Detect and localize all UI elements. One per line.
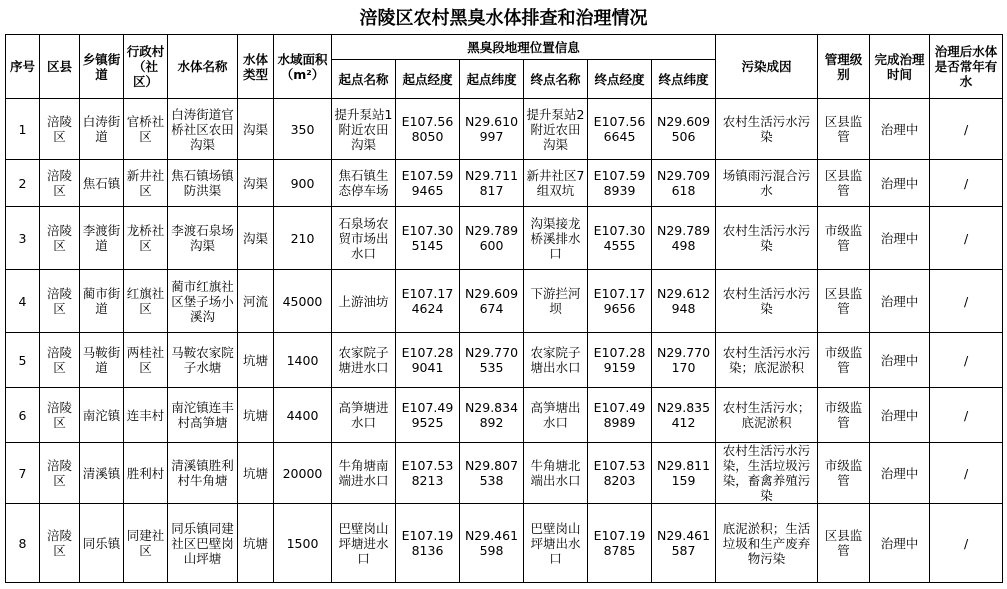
cell-has-water: /	[930, 388, 1003, 443]
header-start-lon: 起点经度	[396, 60, 460, 99]
header-start-lat: 起点纬度	[460, 60, 524, 99]
cell-water-name: 南沱镇连丰村高笋塘	[168, 388, 238, 443]
cell-water-name: 李渡石泉场沟渠	[168, 207, 238, 270]
cell-district: 涪陵区	[40, 270, 80, 333]
cell-level: 市级监管	[818, 207, 870, 270]
cell-end-lon: E107.179656	[588, 270, 652, 333]
cell-water-type: 河流	[238, 270, 274, 333]
table-body	[6, 99, 1003, 583]
cell-start-name: 农家院子塘进水口	[332, 333, 396, 388]
cell-has-water: /	[930, 443, 1003, 504]
table-row	[6, 504, 1003, 583]
cell-town: 蔺市街道	[80, 270, 124, 333]
header-water-name: 水体名称	[168, 35, 238, 99]
cell-has-water: /	[930, 207, 1003, 270]
header-end-name: 终点名称	[524, 60, 588, 99]
cell-start-lon: E107.305145	[396, 207, 460, 270]
cell-end-lat: N29.609506	[652, 99, 716, 160]
cell-finish-time: 治理中	[870, 99, 930, 160]
cell-cause: 农村生活污水污染，生活垃圾污染，畜禽养殖污染	[716, 443, 818, 504]
cell-has-water: /	[930, 160, 1003, 207]
cell-end-lat: N29.789498	[652, 207, 716, 270]
cell-water-type: 沟渠	[238, 99, 274, 160]
cell-start-lon: E107.289041	[396, 333, 460, 388]
cell-cause: 农村生活污水污染；底泥淤积	[716, 333, 818, 388]
cell-finish-time: 治理中	[870, 207, 930, 270]
cell-start-lon: E107.599465	[396, 160, 460, 207]
cell-seq: 2	[6, 160, 40, 207]
cell-water-type: 坑塘	[238, 443, 274, 504]
cell-start-name: 提升泵站1附近农田沟渠	[332, 99, 396, 160]
cell-village: 龙桥社区	[124, 207, 168, 270]
cell-district: 涪陵区	[40, 207, 80, 270]
cell-town: 同乐镇	[80, 504, 124, 583]
cell-end-lon: E107.566645	[588, 99, 652, 160]
cell-end-name: 高笋塘出水口	[524, 388, 588, 443]
cell-town: 李渡街道	[80, 207, 124, 270]
cell-level: 区县监管	[818, 270, 870, 333]
cell-seq: 6	[6, 388, 40, 443]
cell-seq: 8	[6, 504, 40, 583]
cell-level: 市级监管	[818, 443, 870, 504]
cell-has-water: /	[930, 504, 1003, 583]
header-start-name: 起点名称	[332, 60, 396, 99]
cell-water-name: 白涛街道官桥社区农田沟渠	[168, 99, 238, 160]
cell-end-lat: N29.461587	[652, 504, 716, 583]
cell-village: 两桂社区	[124, 333, 168, 388]
header-water-type: 水体类型	[238, 35, 274, 99]
table-row	[6, 388, 1003, 443]
cell-water-type: 坑塘	[238, 504, 274, 583]
cell-start-name: 石泉场农贸市场出水口	[332, 207, 396, 270]
header-has-water: 治理后水体是否常年有水	[930, 35, 1003, 99]
cell-level: 区县监管	[818, 99, 870, 160]
header-seq: 序号	[6, 35, 40, 99]
cell-town: 焦石镇	[80, 160, 124, 207]
cell-end-lat: N29.612948	[652, 270, 716, 333]
cell-district: 涪陵区	[40, 504, 80, 583]
cell-start-lon: E107.198136	[396, 504, 460, 583]
cell-start-lat: N29.610997	[460, 99, 524, 160]
cell-finish-time: 治理中	[870, 388, 930, 443]
cell-cause: 底泥淤积；生活垃圾和生产废弃物污染	[716, 504, 818, 583]
cell-start-lat: N29.770535	[460, 333, 524, 388]
cell-water-type: 坑塘	[238, 388, 274, 443]
cell-start-name: 焦石镇生态停车场	[332, 160, 396, 207]
cell-area: 4400	[274, 388, 332, 443]
table-row	[6, 333, 1003, 388]
cell-start-lat: N29.461598	[460, 504, 524, 583]
cell-start-lat: N29.609674	[460, 270, 524, 333]
cell-water-name: 焦石镇场镇防洪渠	[168, 160, 238, 207]
cell-seq: 1	[6, 99, 40, 160]
cell-level: 区县监管	[818, 160, 870, 207]
table-row	[6, 443, 1003, 504]
cell-end-name: 农家院子塘出水口	[524, 333, 588, 388]
cell-start-name: 上游油坊	[332, 270, 396, 333]
cell-district: 涪陵区	[40, 443, 80, 504]
cell-start-lon: E107.174624	[396, 270, 460, 333]
page-title: 涪陵区农村黑臭水体排查和治理情况	[359, 8, 648, 29]
cell-cause: 场镇雨污混合污水	[716, 160, 818, 207]
cell-level: 区县监管	[818, 504, 870, 583]
cell-start-lat: N29.789600	[460, 207, 524, 270]
cell-level: 市级监管	[818, 388, 870, 443]
cell-end-name: 牛角塘北端出水口	[524, 443, 588, 504]
cell-end-name: 下游拦河坝	[524, 270, 588, 333]
cell-area: 1400	[274, 333, 332, 388]
cell-town: 清溪镇	[80, 443, 124, 504]
cell-seq: 4	[6, 270, 40, 333]
header-end-lat: 终点纬度	[652, 60, 716, 99]
cell-end-lat: N29.835412	[652, 388, 716, 443]
header-finish-time: 完成治理时间	[870, 35, 930, 99]
cell-area: 45000	[274, 270, 332, 333]
cell-village: 胜利村	[124, 443, 168, 504]
header-area: 水域面积（m²）	[274, 35, 332, 99]
header-level: 管理级别	[818, 35, 870, 99]
cell-level: 市级监管	[818, 333, 870, 388]
cell-town: 马鞍街道	[80, 333, 124, 388]
cell-seq: 7	[6, 443, 40, 504]
cell-district: 涪陵区	[40, 99, 80, 160]
cell-cause: 农村生活污水污染	[716, 207, 818, 270]
cell-end-name: 沟渠接龙桥溪排水口	[524, 207, 588, 270]
cell-water-type: 坑塘	[238, 333, 274, 388]
cell-district: 涪陵区	[40, 160, 80, 207]
cell-water-type: 沟渠	[238, 207, 274, 270]
cell-town: 南沱镇	[80, 388, 124, 443]
cell-area: 900	[274, 160, 332, 207]
cell-end-lon: E107.304555	[588, 207, 652, 270]
cell-start-lon: E107.568050	[396, 99, 460, 160]
cell-water-name: 蔺市红旗社区堡子场小溪沟	[168, 270, 238, 333]
cell-finish-time: 治理中	[870, 333, 930, 388]
header-town: 乡镇街道	[80, 35, 124, 99]
cell-cause: 农村生活污水；底泥淤积	[716, 388, 818, 443]
cell-finish-time: 治理中	[870, 160, 930, 207]
cell-start-name: 牛角塘南端进水口	[332, 443, 396, 504]
cell-end-lon: E107.289159	[588, 333, 652, 388]
cell-town: 白涛街道	[80, 99, 124, 160]
header-row	[6, 35, 1003, 60]
cell-start-lon: E107.538213	[396, 443, 460, 504]
table-row	[6, 207, 1003, 270]
cell-area: 350	[274, 99, 332, 160]
cell-seq: 5	[6, 333, 40, 388]
cell-village: 红旗社区	[124, 270, 168, 333]
table-row	[6, 99, 1003, 160]
cell-end-lon: E107.538203	[588, 443, 652, 504]
cell-area: 20000	[274, 443, 332, 504]
cell-start-lat: N29.711817	[460, 160, 524, 207]
cell-start-lat: N29.834892	[460, 388, 524, 443]
cell-village: 同建社区	[124, 504, 168, 583]
cell-area: 210	[274, 207, 332, 270]
cell-village: 官桥社区	[124, 99, 168, 160]
cell-start-lon: E107.499525	[396, 388, 460, 443]
table-row	[6, 270, 1003, 333]
cell-cause: 农村生活污水污染	[716, 270, 818, 333]
cell-village: 连丰村	[124, 388, 168, 443]
header-location-group: 黑臭段地理位置信息	[332, 35, 716, 60]
cell-finish-time: 治理中	[870, 504, 930, 583]
cell-end-lat: N29.709618	[652, 160, 716, 207]
header-village: 行政村（社区）	[124, 35, 168, 99]
header-district: 区县	[40, 35, 80, 99]
cell-finish-time: 治理中	[870, 270, 930, 333]
cell-end-lat: N29.811159	[652, 443, 716, 504]
cell-has-water: /	[930, 270, 1003, 333]
cell-end-lon: E107.198785	[588, 504, 652, 583]
header-end-lon: 终点经度	[588, 60, 652, 99]
water-body-table	[5, 34, 1003, 583]
cell-start-lat: N29.807538	[460, 443, 524, 504]
cell-district: 涪陵区	[40, 388, 80, 443]
cell-start-name: 巴壁岗山坪塘进水口	[332, 504, 396, 583]
cell-has-water: /	[930, 99, 1003, 160]
cell-seq: 3	[6, 207, 40, 270]
cell-water-name: 清溪镇胜利村牛角塘	[168, 443, 238, 504]
cell-has-water: /	[930, 333, 1003, 388]
cell-water-type: 沟渠	[238, 160, 274, 207]
cell-finish-time: 治理中	[870, 443, 930, 504]
cell-area: 1500	[274, 504, 332, 583]
cell-end-name: 新井社区7组双坑	[524, 160, 588, 207]
cell-cause: 农村生活污水污染	[716, 99, 818, 160]
cell-end-lon: E107.598939	[588, 160, 652, 207]
table-row	[6, 160, 1003, 207]
cell-water-name: 马鞍农家院子水塘	[168, 333, 238, 388]
header-cause: 污染成因	[716, 35, 818, 99]
cell-start-name: 高笋塘进水口	[332, 388, 396, 443]
cell-end-name: 提升泵站2附近农田沟渠	[524, 99, 588, 160]
cell-village: 新井社区	[124, 160, 168, 207]
cell-water-name: 同乐镇同建社区巴壁岗山坪塘	[168, 504, 238, 583]
cell-end-lon: E107.498989	[588, 388, 652, 443]
cell-end-lat: N29.770170	[652, 333, 716, 388]
cell-district: 涪陵区	[40, 333, 80, 388]
cell-end-name: 巴壁岗山坪塘出水口	[524, 504, 588, 583]
